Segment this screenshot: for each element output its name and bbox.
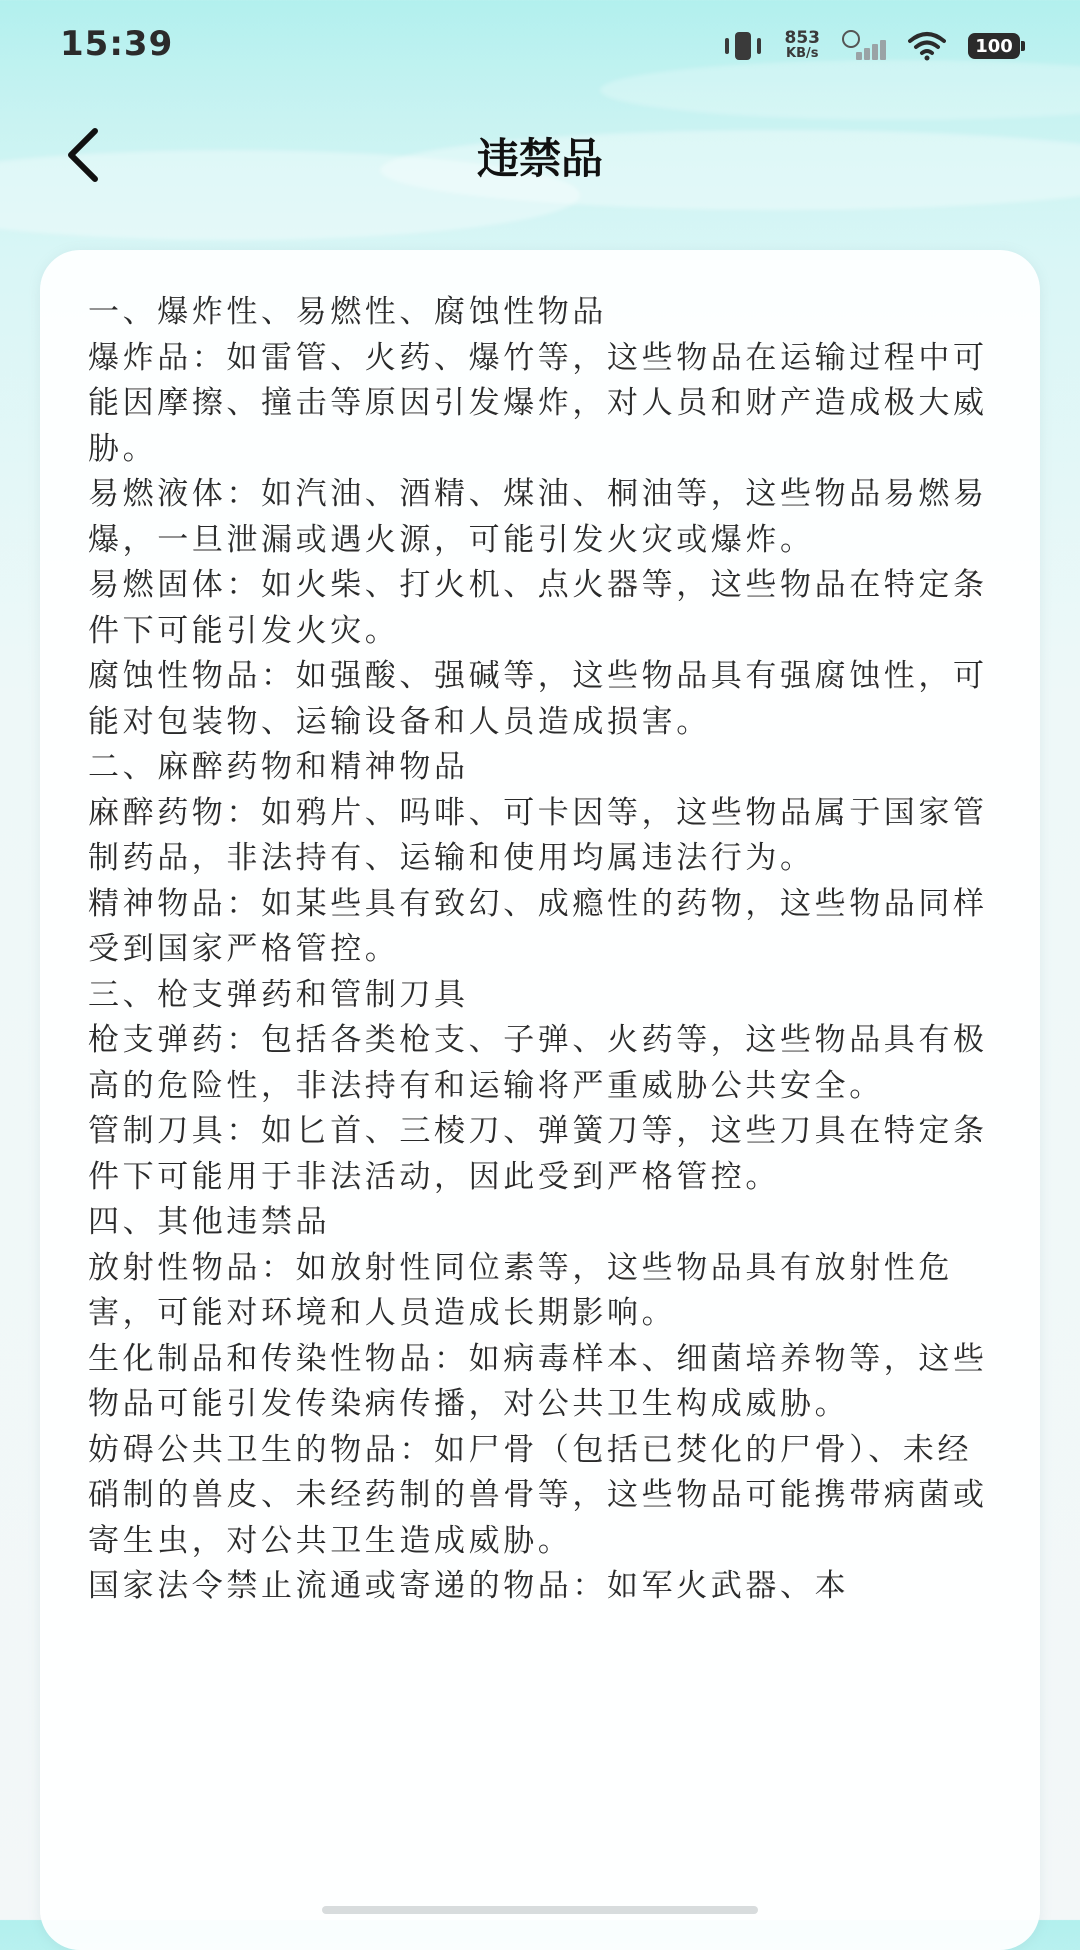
network-speed-value: 853 — [784, 28, 820, 48]
article-paragraph: 枪支弹药：包括各类枪支、子弹、火药等，这些物品具有极高的危险性，非法持有和运输将严重威胁公共安全。 — [88, 1022, 988, 1104]
article-paragraph: 放射性物品：如放射性同位素等，这些物品具有放射性危害，可能对环境和人员造成长期影响。 — [88, 1249, 953, 1331]
vibrate-icon — [723, 30, 763, 62]
article-paragraph: 腐蚀性物品：如强酸、强碱等，这些物品具有强腐蚀性，可能对包装物、运输设备和人员造成损害。 — [88, 658, 988, 740]
no-sim-signal-icon — [842, 30, 886, 62]
article-paragraph: 二、麻醉药物和精神物品 — [88, 749, 469, 785]
article-paragraph: 三、枪支弹药和管制刀具 — [88, 976, 469, 1013]
battery-icon: 100 — [968, 33, 1020, 59]
article-paragraph: 麻醉药物：如鸦片、吗啡、可卡因等，这些物品属于国家管制药品，非法持有、运输和使用均属违法行为。 — [88, 794, 988, 876]
network-speed-unit: KB/s — [786, 46, 819, 61]
navigation-bar — [0, 100, 1080, 210]
article-paragraph: 管制刀具：如匕首、三棱刀、弹簧刀等，这些刀具在特定条件下可能用于非法活动，因此受到严格管控。 — [88, 1113, 988, 1195]
article-paragraph: 国家法令禁止流通或寄递的物品：如军火武器、本 — [88, 1568, 850, 1604]
article-paragraph: 精神物品：如某些具有致幻、成瘾性的药物，这些物品同样受到国家严格管控。 — [88, 885, 988, 967]
article-paragraph: 妨碍公共卫生的物品：如尸骨（包括已焚化的尸骨）、未经硝制的兽皮、未经药制的兽骨等，这些物品可能携带病菌或寄生虫，对公共卫生造成威胁。 — [88, 1431, 988, 1559]
home-indicator[interactable] — [322, 1906, 758, 1914]
wifi-icon — [908, 31, 946, 61]
article-paragraph: 爆炸品：如雷管、火药、爆竹等，这些物品在运输过程中可能因摩擦、撞击等原因引发爆炸，对人员和财产造成极大威胁。 — [88, 339, 988, 467]
network-speed — [785, 30, 821, 62]
article-paragraph: 生化制品和传染性物品：如病毒样本、细菌培养物等，这些物品可能引发传染病传播，对公共卫生构成威胁。 — [88, 1340, 988, 1422]
article-paragraph: 四、其他违禁品 — [88, 1204, 331, 1240]
article-paragraph: 一、爆炸性、易燃性、腐蚀性物品 — [88, 294, 607, 330]
status-icons — [723, 26, 1021, 66]
prohibited-items-article — [88, 290, 998, 1610]
status-time: 15:39 — [60, 24, 174, 64]
status-bar — [0, 0, 1080, 92]
article-paragraph: 易燃固体：如火柴、打火机、点火器等，这些物品在特定条件下可能引发火灾。 — [88, 567, 988, 649]
content-card[interactable] — [40, 250, 1040, 1950]
page-title: 违禁品 — [476, 134, 603, 183]
article-paragraph: 易燃液体：如汽油、酒精、煤油、桐油等，这些物品易燃易爆，一旦泄漏或遇火源，可能引发火灾或爆炸。 — [88, 476, 988, 558]
